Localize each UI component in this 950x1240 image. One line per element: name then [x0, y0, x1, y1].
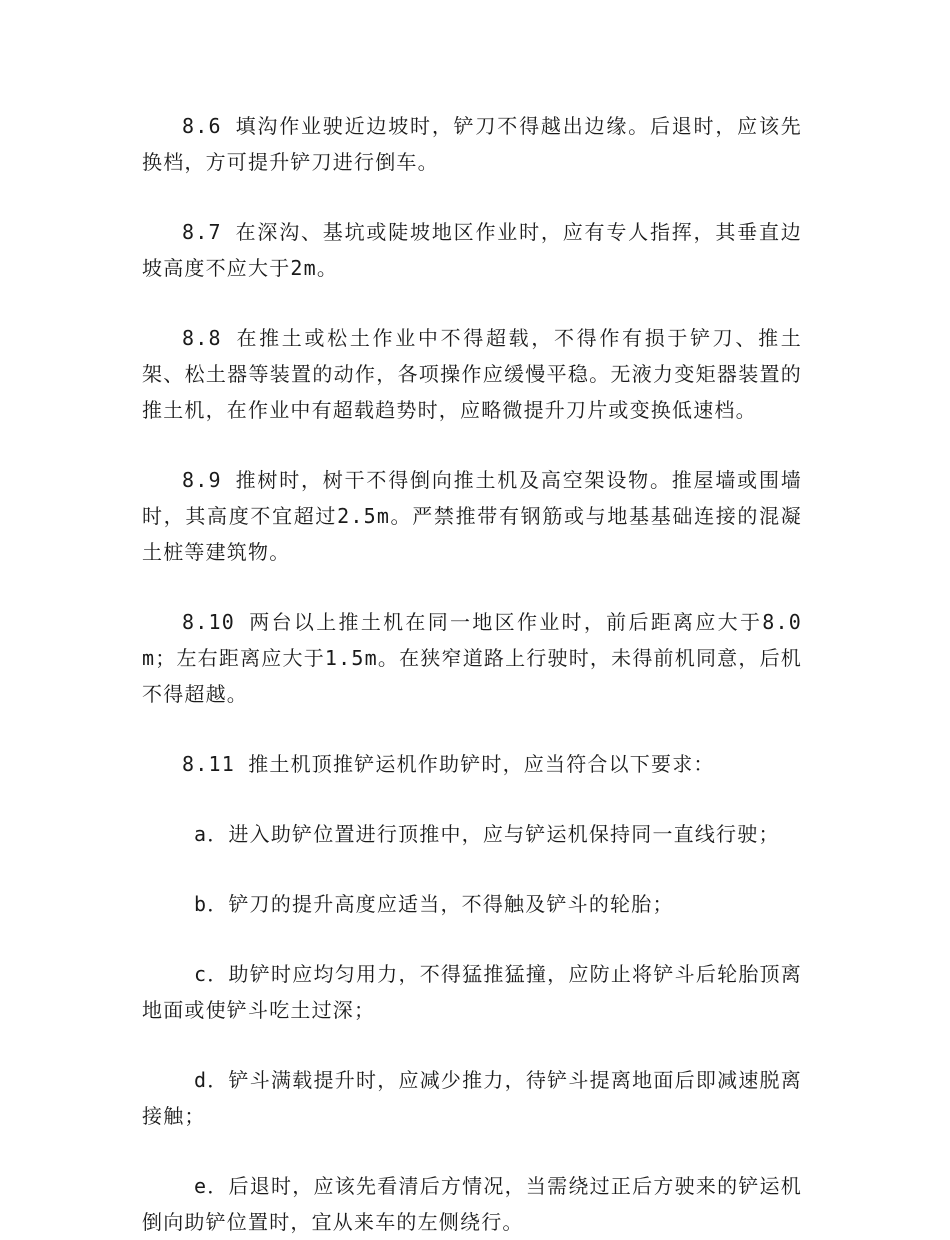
list-item-c: c．助铲时应均匀用力，不得猛推猛撞，应防止将铲斗后轮胎顶离地面或使铲斗吃土过深；	[142, 962, 802, 1022]
paragraph-8-8: 8.8 在推土或松土作业中不得超载，不得作有损于铲刀、推土架、松土器等装置的动作，各项操作应缓慢平稳。无液力变矩器装置的推土机，在作业中有超载趋势时，应略微提升刀片或变换低速档。	[142, 326, 802, 422]
paragraph-8-9: 8.9 推树时，树干不得倒向推土机及高空架设物。推屋墙或围墙时，其高度不宜超过2.5m。严禁推带有钢筋或与地基基础连接的混凝土桩等建筑物。	[142, 468, 802, 564]
list-item-d: d．铲斗满载提升时，应减少推力，待铲斗提离地面后即减速脱离接触；	[142, 1068, 802, 1128]
paragraph-8-7: 8.7 在深沟、基坑或陡坡地区作业时，应有专人指挥，其垂直边坡高度不应大于2m。	[142, 220, 802, 280]
paragraph-8-6: 8.6 填沟作业驶近边坡时，铲刀不得越出边缘。后退时，应该先换档，方可提升铲刀进行倒车。	[142, 114, 802, 174]
list-item-a: a．进入助铲位置进行顶推中，应与铲运机保持同一直线行驶；	[194, 822, 780, 846]
list-item-e: e．后退时，应该先看清后方情况，当需绕过正后方驶来的铲运机倒向助铲位置时，宜从来车的左侧绕行。	[142, 1174, 802, 1234]
paragraph-8-11: 8.11 推土机顶推铲运机作助铲时，应当符合以下要求：	[182, 752, 715, 776]
paragraph-8-10: 8.10 两台以上推土机在同一地区作业时，前后距离应大于8.0m；左右距离应大于1.5m。在狭窄道路上行驶时，未得前机同意，后机不得超越。	[142, 610, 802, 706]
list-item-b: b．铲刀的提升高度应适当，不得触及铲斗的轮胎；	[194, 892, 674, 916]
